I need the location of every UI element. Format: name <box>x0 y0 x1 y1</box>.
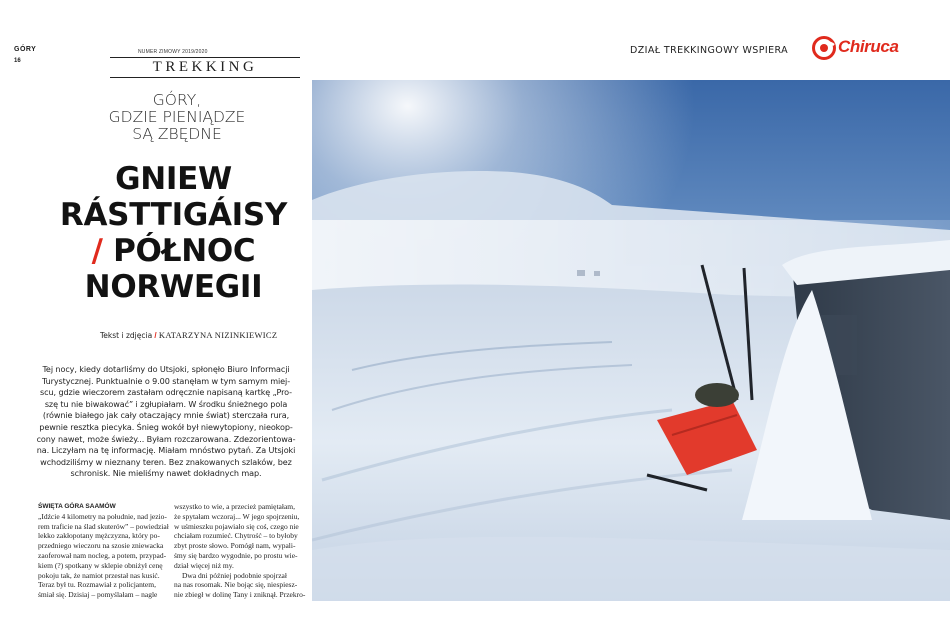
lead-line: Tej nocy, kiedy dotarliśmy do Utsjoki, spłonęło Biuro Informacji <box>42 364 290 374</box>
body-line: w uśmieszku pojawiało się coś, czego nie <box>174 521 299 531</box>
lead-line: schronisk. Nie mieliśmy nawet dokładnych map. <box>70 468 262 479</box>
kicker-line: GDZIE PIENIĄDZE <box>108 108 246 126</box>
body-line: „Idźcie 4 kilometry na południe, nad jezio- <box>38 511 167 521</box>
chiruca-logo <box>812 36 942 60</box>
body-line: wszystko to wie, a przecież pamiętałam, <box>174 502 295 511</box>
body-line: dział więcej niż my. <box>174 560 234 570</box>
lead-paragraph <box>28 364 304 480</box>
headline <box>36 161 311 305</box>
body-line: przedniego wieczoru na szosie zniewacka <box>38 541 164 551</box>
body-line: że spytałam wczoraj... W jego spojrzeniu, <box>174 511 300 521</box>
body-subhead: ŚWIĘTA GÓRA SAAMÓW <box>38 503 116 510</box>
section-label: GÓRY <box>14 46 37 53</box>
issue-label: NUMER ZIMOWY 2019/2020 <box>138 49 208 55</box>
body-line: na nas rosomak. Nie bojąc się, niespiesz- <box>174 580 298 590</box>
brand-name: Chiruca <box>838 37 899 56</box>
body-line: zaoferował nam nocleg, a potem, przypad- <box>38 550 167 560</box>
body-line: nie zbiegł w dolinę Tany i zniknął. Przekro- <box>174 590 306 600</box>
lead-line: scu, gdzie wieczorem zastałam odręcznie napisaną kartkę „Pro- <box>40 387 292 398</box>
body-column-2 <box>174 502 310 600</box>
body-line: śmy się bardzo wygodnie, po prostu wie- <box>174 550 298 560</box>
body-line: kiem (?) spotkany w sklepie obniżył cenę <box>38 560 163 570</box>
headline-line <box>36 233 311 269</box>
author-name: KATARZYNA NIZINKIEWICZ <box>158 330 278 340</box>
headline-word: PÓŁNOC <box>113 233 256 269</box>
header-rule <box>110 57 300 58</box>
lead-line: pewnie resztka piecyka. Śnieg wokół był niewytopiony, nieokop- <box>39 421 293 432</box>
sponsor-text: DZIAŁ TREKKINGOWY WSPIERA <box>630 45 788 56</box>
chiruca-swoosh-icon <box>812 36 838 60</box>
snow-landscape-photo <box>312 80 950 601</box>
lead-line: wchodziliśmy w nieznany teren. Bez znakowanych szlaków, bez <box>40 456 292 467</box>
page-number: 16 <box>14 58 21 64</box>
body-line: lekko zakłopotany mężczyzna, który po- <box>38 531 160 541</box>
body-line: Teraz był tu. Rozmawiał z policjantem, <box>38 580 156 590</box>
lead-line: cony nawet, może świeży... Byłam rozczarowana. Zdezorientowa- <box>36 433 296 444</box>
byline <box>100 330 277 340</box>
lead-line: Turystycznej. Punktualnie o 9.00 stanęłam w tym samym miej- <box>41 375 291 386</box>
byline-slash: / <box>154 331 157 340</box>
category-rule <box>110 77 300 78</box>
lead-line: na. Liczyłam na tę informację. Miałam mnóstwo pytań. Za Utsjoki <box>36 445 296 456</box>
body-line: chciałam rozumieć. Chytrość – to byłoby <box>174 531 298 541</box>
body-line: rem traficie na ślad skuterów” – powiedział <box>38 521 169 531</box>
byline-label: Tekst i zdjęcia <box>100 331 153 340</box>
body-line: Dwa dni później podobnie spojrzał <box>182 570 287 580</box>
lead-line: (równie białego jak cały otaczający mnie świat) sterczała rura, <box>42 410 290 421</box>
category-title: TREKKING <box>152 59 258 75</box>
body-line: zbyt proste słowo. Pomógł nam, wypali- <box>174 541 296 551</box>
lead-line: szę tu nie biwakować” i zgłupiałam. W środku śnieżnego pola <box>44 398 288 409</box>
body-line: pokoju tak, że namiot przestał nas kusić. <box>38 570 160 580</box>
headline-line: RÁSTTIGÁISY <box>59 197 288 233</box>
body-column-1 <box>38 502 174 600</box>
headline-slash: / <box>91 233 103 269</box>
kicker <box>52 92 302 143</box>
headline-line: NORWEGII <box>84 269 263 305</box>
kicker-line: GÓRY, <box>152 91 202 109</box>
kicker-line: SĄ ZBĘDNE <box>132 125 222 143</box>
headline-line: GNIEW <box>115 161 232 197</box>
body-line: śmiał się. Dzisiaj – pomyślałam – nagle <box>38 590 158 600</box>
